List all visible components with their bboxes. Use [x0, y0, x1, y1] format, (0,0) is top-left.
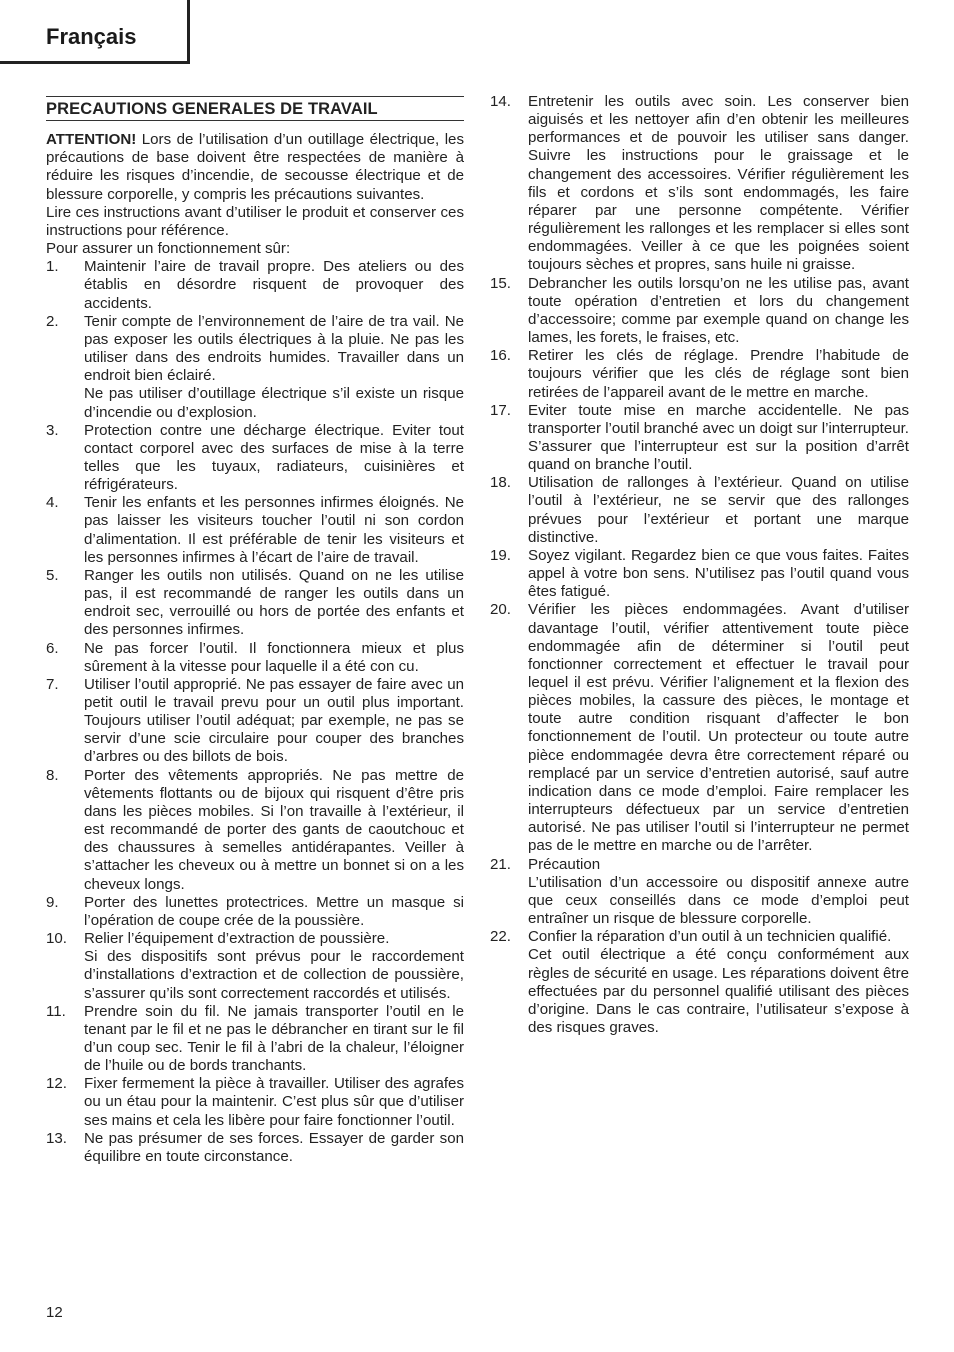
- list-item-paragraph: Fixer fermement la pièce à travailler. Utiliser des agrafes ou un étau pour la maintenir. C’est plus sûr que d’utiliser ses mains et cela les libère pour faire fonctionner l’outil.: [84, 1075, 464, 1129]
- list-item: [490, 547, 909, 601]
- list-item: [490, 601, 909, 855]
- list-item-number: 15.: [490, 274, 511, 292]
- list-item-number: 4.: [46, 494, 59, 512]
- list-item-number: 16.: [490, 347, 511, 365]
- list-item-paragraph: Utilisation de rallonges à l’extérieur. Quand on utilise l’outil à l’extérieur, ne se servir que des rallonges prévues pour l’extérieur et portant une marque distinctive.: [528, 474, 909, 546]
- list-item-number: 8.: [46, 766, 59, 784]
- list-item-paragraph: Confier la réparation d’un outil à un technicien qualifié.: [528, 928, 892, 946]
- list-item-paragraph: Eviter toute mise en marche accidentelle. Ne pas transporter l’outil branché avec un doigt sur l’interrupteur. S’assurer que l’interrupteur est sur la position d’arrêt quand on branche l’outil.: [528, 401, 909, 474]
- list-item-paragraph: Si des dispositifs sont prévus pour le raccordement d’installations d’extraction et de collection de poussière, s’assurer qu’ils sont correctement raccordés et utilisés.: [84, 948, 464, 1002]
- list-item-paragraph: Prendre soin du fil. Ne jamais transporter l’outil en le tenant par le fil et ne pas le débrancher en tirant sur le fil d’un coup sec. Tenir le fil à l’abri de la chaleur, l’éloigner de l’huile ou de bords tranchants.: [84, 1002, 464, 1075]
- list-item-number: 5.: [46, 566, 59, 584]
- list-item: [490, 474, 909, 547]
- list-item-number: 11.: [46, 1002, 66, 1020]
- list-item-text: [528, 347, 909, 401]
- list-item-number: 7.: [46, 675, 59, 693]
- language-label: Français: [46, 24, 137, 49]
- list-item-number: 17.: [490, 401, 511, 419]
- list-item-text: [84, 767, 464, 894]
- attention-text: Lors de l’utilisation d’un outillage électrique, les précautions de base doivent être respectées de manière à réduire les risques d’incendie, de secousse électrique et de blessure corporelle, y compris les précautions suivantes.: [46, 131, 464, 203]
- list-item-number: 22.: [490, 928, 511, 946]
- list-item-paragraph: Entretenir les outils avec soin. Les conserver bien aiguisés et les nettoyer afin d’en obtenir les meilleures performances et de pouvoir les utiliser sans danger. Suivre les instructions pour le graissage et le changement des accessoires. Vérifier régulièrement les fils et cordons et s’ils sont endommagés, les faire réparer par une personne compétente. Vérifier régulièrement les rallonges et les remplacer si elles sont endommagées. Veiller à ce que les poignées soient toujours sèches et propres, sans huile ni graisse.: [528, 93, 909, 274]
- list-item: [46, 930, 464, 1003]
- list-item: [490, 275, 909, 348]
- list-item-text: [528, 275, 909, 348]
- language-tab: [0, 0, 190, 64]
- list-item: [490, 402, 909, 475]
- list-item-number: 18.: [490, 474, 511, 492]
- precautions-list-left: [46, 258, 464, 1166]
- list-item: [46, 676, 464, 767]
- list-item-paragraph: Porter des vêtements appropriés. Ne pas mettre de vêtements flottants ou de bijoux qui risquent d’être pris dans les pièces mobiles. Si l’on travaille à l’extérieur, il est recommandé de porter des gants de caoutchouc et des chaussures à semelles antidérapantes. Veiller à s’attacher les cheveux ou à mettre un bonnet si on a les cheveux longs.: [84, 766, 464, 893]
- attention-paragraph: [46, 131, 464, 204]
- list-item-number: 13.: [46, 1129, 67, 1147]
- list-item-text: [84, 313, 464, 422]
- list-item-number: 6.: [46, 639, 59, 657]
- list-item-text: [528, 93, 909, 275]
- list-item-paragraph: Retirer les clés de réglage. Prendre l’habitude de toujours vérifier que les clés de réglage sont bien retirées de l’appareil avant de le mettre en marche.: [528, 347, 909, 401]
- list-item: [490, 347, 909, 401]
- list-item-text: [528, 474, 909, 547]
- list-item-number: 10.: [46, 930, 67, 948]
- list-item-paragraph: Ne pas utiliser d’outillage électrique s’il existe un risque d’incendie ou d’explosion.: [84, 385, 464, 421]
- list-item-text: [84, 1130, 464, 1166]
- list-item: [46, 767, 464, 894]
- list-item: [46, 494, 464, 567]
- list-item-text: [528, 547, 909, 601]
- list-item-text: [84, 422, 464, 495]
- list-item-paragraph: Ne pas forcer l’outil. Il fonctionnera mieux et plus sûrement à la vitesse pour laquelle il a été con cu.: [84, 639, 464, 675]
- list-item-paragraph: Relier l’équipement d’extraction de poussière.: [84, 930, 390, 948]
- list-item: [490, 856, 909, 929]
- precautions-list-right: [490, 93, 909, 1037]
- list-item-number: 19.: [490, 546, 511, 564]
- section-heading: PRECAUTIONS GENERALES DE TRAVAIL: [46, 96, 464, 121]
- page-number: 12: [46, 1304, 63, 1321]
- list-item-text: [84, 930, 464, 1003]
- list-item-paragraph: Utiliser l’outil approprié. Ne pas essayer de faire avec un petit outil le travail prevu pour un outil plus important. Toujours utiliser l’outil adéquat; par exemple, ne pas se servir d’une scie circulaire pour couper des branches d’arbres ou des billots de bois.: [84, 675, 464, 766]
- list-item-text: [84, 894, 464, 930]
- right-column: [490, 93, 909, 1037]
- list-item-paragraph: Ne pas présumer de ses forces. Essayer de garder son équilibre en toute circonstance.: [84, 1129, 464, 1165]
- list-item-text: [84, 1075, 464, 1129]
- list-item-paragraph: Précaution: [528, 855, 601, 873]
- list-item-number: 3.: [46, 421, 59, 439]
- list-item-text: [84, 1003, 464, 1076]
- list-item-text: [528, 928, 909, 1037]
- list-item: [490, 93, 909, 275]
- list-item: [46, 640, 464, 676]
- list-item-number: 1.: [46, 258, 59, 276]
- list-item-paragraph: Protection contre une décharge électrique. Eviter tout contact corporel avec des surfaces de mise à la terre telles que les tuyaux, radiateurs, cuisinières et réfrigérateurs.: [84, 421, 464, 494]
- list-item-paragraph: Cet outil électrique a été conçu conformément aux règles de sécurité en usage. Les réparations doivent être effectuées par du personnel qualifié utilisant des pièces d’origine. Dans le cas contraire, l’utilisateur s’expose à des risques graves.: [528, 946, 909, 1036]
- list-item-paragraph: Soyez vigilant. Regardez bien ce que vous faites. Faites appel à votre bon sens. N’utilisez pas l’outil quand vous êtes fatigué.: [528, 546, 909, 601]
- safe-operation-paragraph: Pour assurer un fonctionnement sûr:: [46, 240, 291, 258]
- list-item-number: 9.: [46, 893, 59, 911]
- list-item-number: 21.: [490, 855, 511, 873]
- list-item: [46, 894, 464, 930]
- list-item: [490, 928, 909, 1037]
- list-item-paragraph: Porter des lunettes protectrices. Mettre un masque si l’opération de coupe crée de la poussière.: [84, 893, 464, 929]
- list-item-text: [84, 676, 464, 767]
- list-item: [46, 258, 464, 312]
- list-item-paragraph: Tenir compte de l’environnement de l’aire de tra vail. Ne pas exposer les outils électriques à la pluie. Ne pas les utiliser dans des endroits humides. Travailler dans un endroit bien éclairé.: [84, 312, 464, 385]
- list-item-paragraph: Debrancher les outils lorsqu’on ne les utilise pas, avant toute opération d’entretien et lors du changement d’accessoire; comme par exemple quand on change les lames, les forets, le fraises, etc.: [528, 274, 909, 347]
- list-item-text: [528, 856, 909, 929]
- list-item-paragraph: L’utilisation d’un accessoire ou dispositif annexe autre que ceux conseillés dans ce mode d’emploi peut entraîner un risque de blessure corporelle.: [528, 873, 909, 928]
- list-item-text: [84, 494, 464, 567]
- read-instructions-paragraph: Lire ces instructions avant d’utiliser le produit et conserver ces instructions pour référence.: [46, 203, 464, 239]
- list-item: [46, 1003, 464, 1076]
- list-item-paragraph: Vérifier les pièces endommagées. Avant d’utiliser davantage l’outil, vérifier attentivement toute pièce endommagée afin de déterminer si l’outil peut fonctionner correctement et effectuer le travail pour lequel il est prévu. Vérifier l’alignement et la flexion des pièces mobiles, la cassure des pièces, le montage et toute autre condition risquant d’affecter le bon fonctionnement de l’outil. Un protecteur ou toute autre pièce endommagée devra être correctement réparé ou remplacé par un service d’entretien autorisé, sauf autre indication dans ce mode d’emploi. Faire remplacer les interrupteurs défectueux par un service d’entretien autorisé. Ne pas utiliser l’outil si l’interrupteur ne permet pas de le mettre en marche ou de l’arrêter.: [528, 601, 909, 855]
- list-item-text: [528, 601, 909, 855]
- left-column: [46, 96, 464, 1166]
- list-item-number: 2.: [46, 312, 59, 330]
- list-item-text: [84, 258, 464, 312]
- list-item: [46, 422, 464, 495]
- list-item: [46, 313, 464, 422]
- list-item-paragraph: Tenir les enfants et les personnes infirmes éloignés. Ne pas laisser les visiteurs toucher l’outil ni son cordon d’alimentation. Il est préférable de tenir les visiteurs et les personnes infirmes à l’écart de l’aire de travail.: [84, 494, 464, 566]
- list-item-text: [84, 567, 464, 640]
- list-item-paragraph: Maintenir l’aire de travail propre. Des ateliers ou des établis en désordre risquent de provoquer des accidents.: [84, 258, 464, 312]
- list-item: [46, 1130, 464, 1166]
- list-item: [46, 1075, 464, 1129]
- list-item-text: [84, 640, 464, 676]
- list-item-text: [528, 402, 909, 475]
- attention-label: ATTENTION!: [46, 131, 137, 149]
- list-item-paragraph: Ranger les outils non utilisés. Quand on ne les utilise pas, il est recommandé de ranger les outils dans un endroit sec, verrouillé ou hors de portée des enfants et des personnes infirmes.: [84, 566, 464, 639]
- list-item-number: 14.: [490, 93, 511, 110]
- list-item-number: 12.: [46, 1075, 67, 1093]
- list-item: [46, 567, 464, 640]
- list-item-number: 20.: [490, 601, 511, 619]
